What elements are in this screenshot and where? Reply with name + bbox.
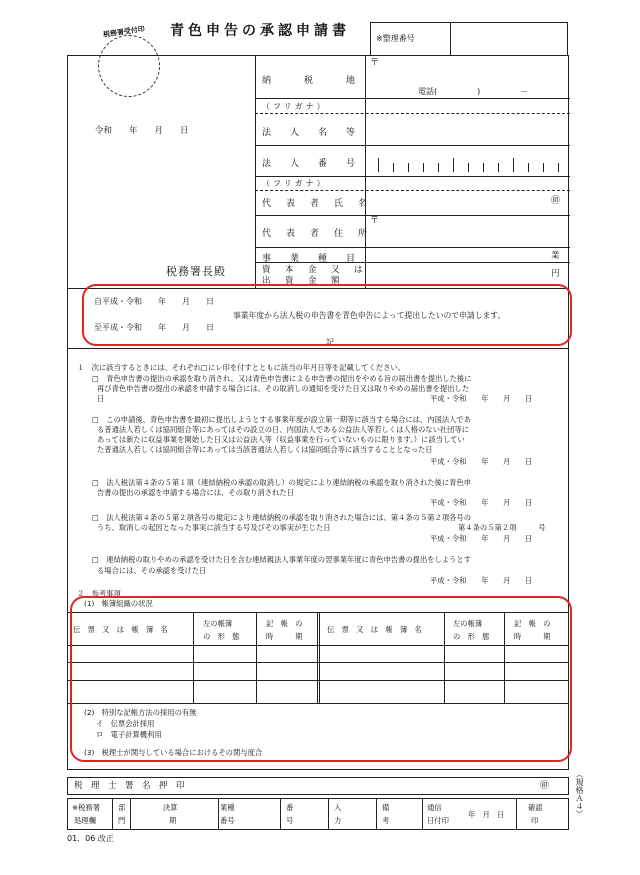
field-daihyojusho-label: 代 表 者 住 所 [262, 229, 371, 239]
highlight-period [82, 284, 572, 346]
s1-item2-date: 平成・令和 年 月 日 [430, 457, 533, 466]
office-gyoshu-2: 番号 [220, 816, 235, 825]
table-header-form-1a: 左の帳簿 [203, 619, 233, 628]
section2-sub3: (3) 税理士が関与している場合におけるその関与度合 [84, 748, 263, 757]
zeirishi-row [67, 777, 569, 795]
office-head-1: ※税務署 [72, 803, 101, 812]
s1-item4-l2: うち、取消しの起因となった事実に該当する号及びその事実が生じた日 [97, 523, 331, 532]
s1-item1-l3: 日 [97, 394, 105, 403]
paper-size-note: （規格Ａ４） [575, 770, 584, 818]
corporate-number-ticks [378, 158, 568, 172]
s1-item2-l2: る普通法人若しくは協同組合等にあってはその設立の日、内国法人である公益法人等若しくは人格のない社団等に [97, 425, 470, 434]
seiri-number-box [370, 22, 568, 56]
s1-item4-l1: □ 法人税法第４条の５第２項各号の規定により連結納税の承認を取り消された場合には、第４条の５第２項各号の [92, 513, 472, 522]
table-header-form-1b: の 形 態 [203, 632, 240, 641]
revision-footer: 01．06 改正 [67, 834, 114, 843]
office-biko-2: 考 [382, 816, 390, 825]
s1-item3-l2: 告書の提出の承認を申請する場合には、その取り消された日 [97, 488, 295, 497]
office-kakunin-1: 確認 [528, 803, 543, 812]
field-furigana-1: （フリガナ） [262, 102, 328, 111]
table-header-form-2a: 左の帳簿 [453, 619, 483, 628]
page-title: 青色申告の承認申請書 [170, 23, 350, 39]
section2-sub1: (1) 帳簿組織の状況 [84, 599, 153, 608]
office-nyu-2: 力 [334, 816, 342, 825]
period-from: 自平成・令和 年 月 日 [94, 297, 214, 306]
table-header-timing-2a: 記 帳 の [514, 619, 551, 628]
s1-item5-l1: □ 連結納税の取りやめの承認を受けた日を含む連結親法人事業年度の翌事業年度に青色申告書の提出をしようとす [92, 555, 472, 564]
office-kakunin-2: 印 [531, 816, 539, 825]
section1-intro: １ 次に該当するときには、それぞれ□にレ印を付すとともに該当の年月日等を記載してください。 [77, 363, 405, 372]
office-nyu-1: 入 [334, 803, 342, 812]
seal-mark: ㊞ [551, 196, 561, 206]
field-shihon-label-1: 資 本 金 又 は [262, 265, 366, 275]
s1-item5-l2: る場合には、その承認を受けた日 [97, 566, 207, 575]
section2-sub2: (2) 特別な記帳方法の採用の有無 [84, 708, 197, 717]
s1-item4-date-pre: 第４条の５第２項 号 [458, 523, 546, 532]
telephone-line: 電話( ) － [418, 87, 529, 96]
period-statement: 事業年度から法人税の申告書を青色申告によって提出したいので申請します。 [233, 311, 506, 320]
field-furigana-2: （フリガナ） [262, 179, 328, 188]
office-ban-1: 番 [286, 803, 294, 812]
s1-item1-l1: □ 青色申告書の提出の承認を取り消され、又は青色申告書による申告書の提出をやめる旨の届出書を提出した後に [92, 374, 472, 383]
yen-suffix: 円 [551, 269, 560, 279]
office-processing-row [67, 798, 569, 830]
s1-item1-l2: 再び青色申告書の提出の承認を申請する場合には、その取消しの通知を受けた日又は取りやめの届出書を提出した [97, 384, 470, 393]
office-bumon-2: 門 [118, 816, 126, 825]
table-header-timing-2b: 時 期 [514, 632, 551, 641]
s1-item4-date: 平成・令和 年 月 日 [430, 534, 533, 543]
field-daihyosha-label: 代 表 者 氏 名 [262, 199, 371, 209]
office-biko-1: 備 [382, 803, 390, 812]
zeirishi-seal: ㊞ [540, 781, 550, 791]
field-jigyo-label: 事 業 種 目 [262, 254, 361, 264]
office-gyoshu-1: 業種 [220, 803, 235, 812]
gyo-suffix: 業 [551, 251, 560, 261]
field-shihon-label-2: 出 資 金 額 [262, 276, 343, 286]
office-bumon-1: 部 [118, 803, 126, 812]
reception-stamp-label: 税務署受付印 [102, 25, 146, 39]
s1-item2-l3: あっては新たに収益事業を開始した日又は公益法人等（収益事業を行っていないものに限ります。）に該当してい [97, 435, 465, 444]
s1-item5-date: 平成・令和 年 月 日 [430, 576, 533, 585]
s1-item2-l1: □ この申請後、青色申告書を最初に提出しようとする事業年度が設立第一期等に該当する場合には、内国法人であ [92, 415, 472, 424]
s1-item2-l4: た普通法人若しくは協同組合等にあっては当該普通法人若しくは協同組合等に該当することとなった日 [97, 445, 433, 454]
table-header-ledger-name-1: 伝 票 又 は 帳 簿 名 [73, 625, 168, 634]
highlight-reference [70, 596, 572, 762]
field-hojinbango-label: 法 人 番 号 [262, 159, 361, 169]
zeirishi-label: 税 理 士 署 名 押 印 [74, 781, 185, 791]
office-tsushin-2: 日付印 [427, 816, 449, 825]
field-hojinmei-label: 法 人 名 等 [262, 128, 361, 138]
section2-sub2-i: イ 伝票会計採用 [96, 719, 155, 728]
s1-item1-date: 平成・令和 年 月 日 [430, 394, 533, 403]
table-header-timing-1b: 時 期 [266, 632, 303, 641]
table-header-form-2b: の 形 態 [453, 632, 490, 641]
s1-item3-date: 平成・令和 年 月 日 [430, 498, 533, 507]
section2-sub2-ro: ロ 電子計算機利用 [96, 730, 162, 739]
ki-mark: 記 [326, 338, 334, 347]
office-ymd: 年 月 日 [468, 810, 505, 819]
office-kessan-1: 決算 [163, 803, 178, 812]
application-date: 令和 年 月 日 [95, 126, 189, 136]
office-kessan-2: 期 [169, 816, 177, 825]
postal-mark-2: 〒 [370, 216, 380, 226]
office-head-2: 処理欄 [74, 816, 96, 825]
section2-title: ２ 参考事項 [77, 589, 121, 598]
postal-mark: 〒 [370, 58, 380, 68]
tax-office-name: 税務署長殿 [166, 265, 226, 278]
s1-item3-l1: □ 法人税法第４条の５第１項（連結納税の承認の取消し）の規定により連結納税の承認を取り消された後に青色申 [92, 478, 472, 487]
table-header-ledger-name-2: 伝 票 又 は 帳 簿 名 [327, 625, 422, 634]
office-ban-2: 号 [286, 816, 294, 825]
period-to: 至平成・令和 年 月 日 [94, 323, 214, 332]
table-header-timing-1a: 記 帳 の [266, 619, 303, 628]
office-tsushin-1: 通信 [427, 803, 442, 812]
seiri-number-label: ※整理番号 [376, 34, 415, 43]
field-nozeichi-label: 納 税 地 [262, 76, 361, 86]
